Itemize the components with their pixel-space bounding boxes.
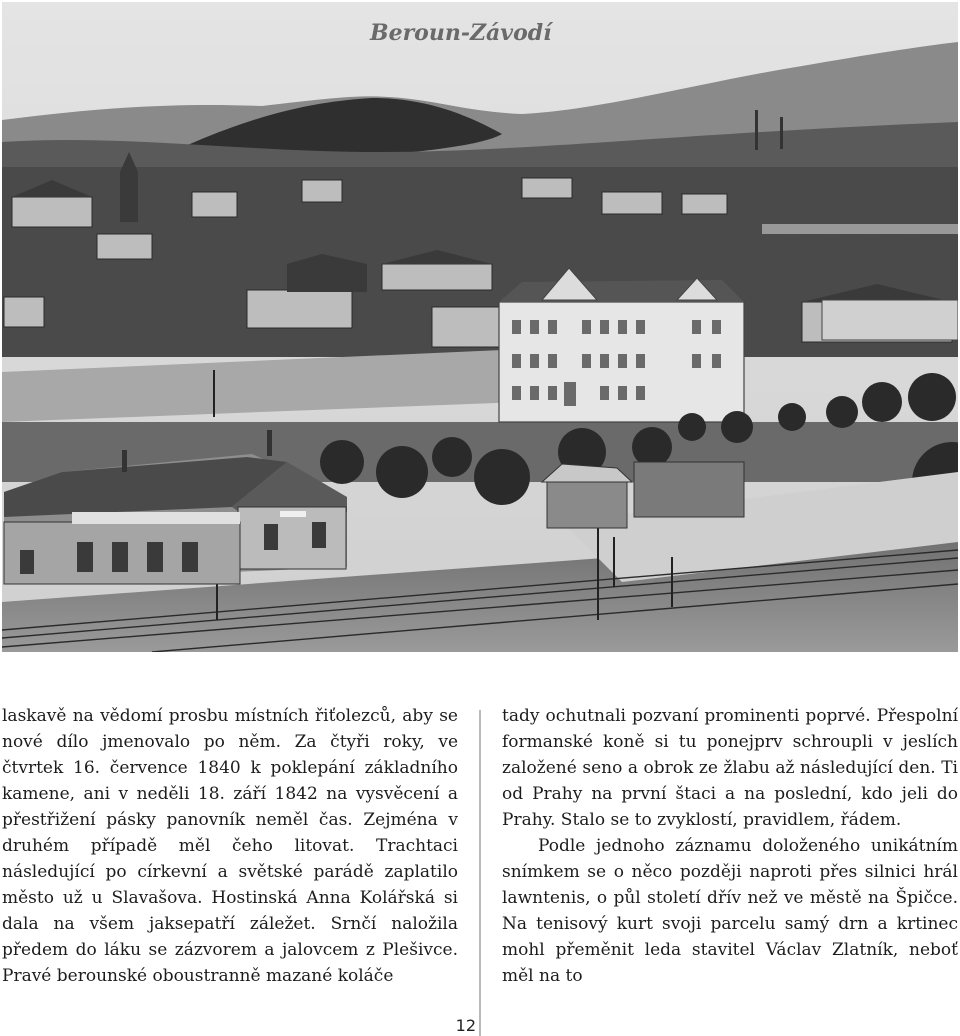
page-number: 12 (455, 1016, 476, 1035)
column-divider (479, 710, 481, 1036)
left-paragraph-1: laskavě na vědomí prosbu místních řiťolezců, aby se nové dílo jmenovalo po něm. Za čtyři roky, ve čtvrtek 16. července 1840 k poklepání základního kamene, ani v neděli 18. září 1842 na vysvěcení a přestřižení pásky panovník neměl čas. Zejména v druhém případě měl čeho litovat. Trachtaci následující po církevní a světské parádě zaplatilo město už u Slavašova. Hostinská Anna Kolářská si dala na všem jaksepatří záležet. Srnčí naložila předem do láku se zázvorem a jalovcem z Plešivce. Pravé berounské oboustranně mazané koláče (2, 706, 458, 986)
right-paragraph-1: tady ochutnali pozvaní prominenti poprvé. Přespolní formanské koně si tu ponejprv schroupli v jeslích založené seno a obrok ze žlabu až následující den. Ti od Prahy na první štaci a na poslední, kdo jeli do Prahy. Stalo se to zvyklostí, pravidlem, řádem. (502, 706, 958, 830)
photo-caption: Beroun-Závodí (370, 20, 552, 46)
right-paragraph-2: Podle jednoho záznamu doloženého unikátním snímkem se o něco později naproti přes silnici hrál lawntenis, o půl století dřív než ve městě na Špičce. Na tenisový kurt svoji parcelu samý drn a krtinec mohl přeměnit leda stavitel Václav Zlatník, neboť měl na to (502, 836, 958, 986)
left-text-column (2, 703, 458, 989)
historical-photo-beroun-zavodi (2, 2, 958, 652)
right-text-column (502, 703, 958, 989)
